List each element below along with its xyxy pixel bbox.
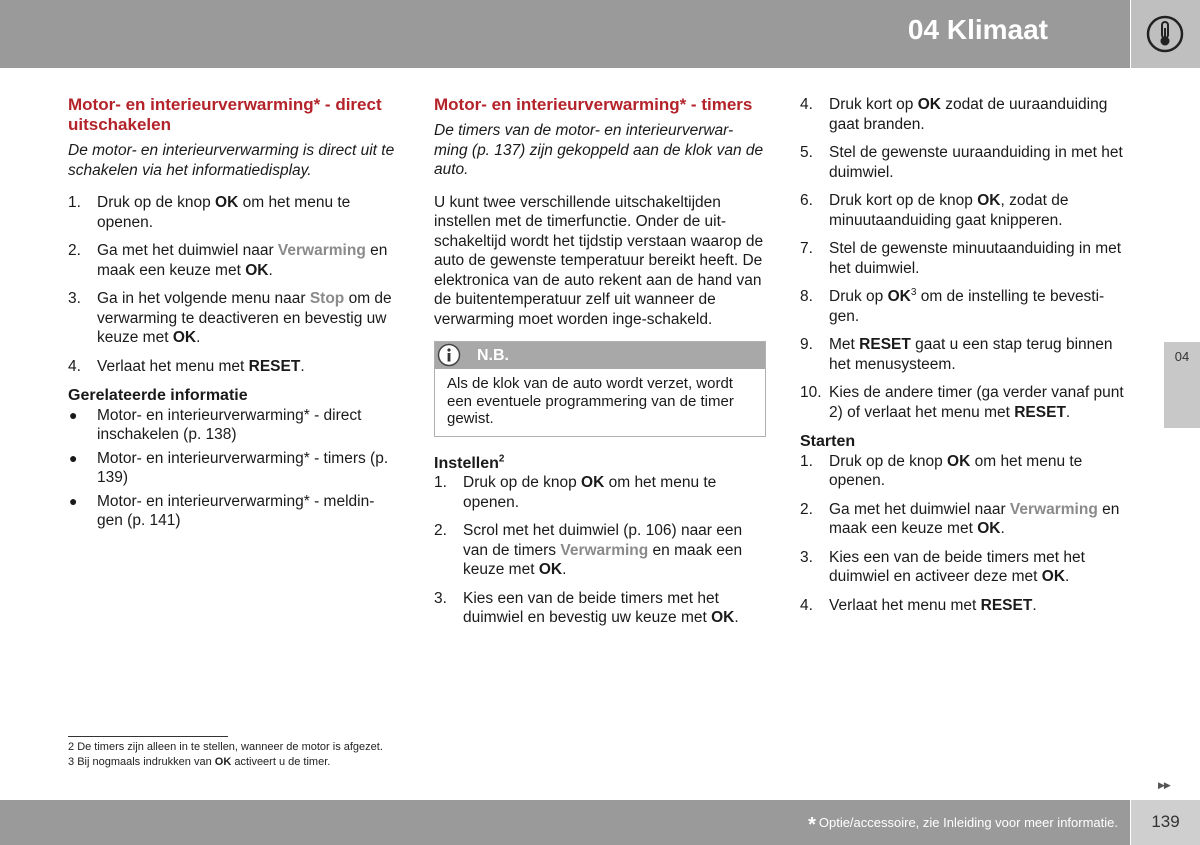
list-item: 5. Stel de gewenste uuraanduiding in met het duimwiel. — [800, 144, 1123, 181]
chapter-title: 04 Klimaat — [907, 14, 1048, 45]
column-timers — [434, 95, 766, 638]
steps-list — [800, 452, 1130, 616]
section-lead: De motor- en interieurverwarming is direct uit te schakelen via het informatiedisplay. — [68, 142, 395, 179]
footer-note: * Optie/accessoire, zie Inleiding voor meer informatie. — [808, 814, 1118, 836]
list-item: 8. Druk op $OK^3$ om de instelling te bevesti-gen. — [800, 286, 1105, 325]
related-link[interactable]: ● Motor- en interieurverwarming* - direct inschakelen (p. 138) — [69, 406, 362, 443]
note-label: N.B. — [477, 347, 509, 364]
related-links-list — [68, 406, 398, 531]
list-item: 4. Verlaat het menu met RESET. — [68, 357, 305, 375]
column-timer-steps — [800, 95, 1130, 625]
column-direct-uitschakelen — [68, 95, 398, 541]
list-item: 10. Kies de andere timer (ga verder vanaf punt 2) of verlaat het menu met RESET. — [800, 384, 1124, 421]
related-link[interactable]: ● Motor- en interieurverwarming* - timers (p. 139) — [69, 449, 389, 486]
chapter-side-tab[interactable] — [1164, 342, 1200, 428]
info-icon — [437, 343, 461, 367]
menu-term: Verwarming — [277, 242, 366, 259]
list-item: 6. Druk kort op de knop OK, zodat de minuutaanduiding gaat knipperen. — [800, 192, 1069, 229]
related-info-title: Gerelateerde informatie — [68, 387, 248, 404]
list-item: 1. Druk op de knop OK om het menu te openen. — [434, 474, 717, 511]
section-title: Motor- en interieurverwarming* - timers — [434, 95, 753, 114]
steps-list — [800, 95, 1130, 422]
footnote-divider — [68, 736, 228, 737]
footnote: 3 Bij nogmaals indrukken van OK activeert u de timer. — [68, 756, 331, 768]
list-item: 1. Druk op de knop OK om het menu te openen. — [800, 452, 1083, 489]
menu-term: Verwarming — [1009, 500, 1098, 518]
list-item: 4. Druk kort op OK zodat de uuraanduiding gaat branden. — [800, 96, 1108, 133]
list-item: 7. Stel de gewenste minuutaanduiding in met het duimwiel. — [800, 240, 1122, 277]
thermometer-icon — [1145, 14, 1185, 54]
page-footer — [0, 800, 1130, 845]
section-lead: De timers van de motor- en interieurverwar-ming (p. 137) zijn gekoppeld aan de klok van de auto. — [434, 122, 764, 178]
menu-term: Stop — [309, 290, 345, 307]
steps-list — [68, 193, 398, 376]
list-item: 3. Kies een van de beide timers met het duimwiel en activeer deze met OK. — [800, 548, 1085, 585]
list-item: 2. Scrol met het duimwiel (p. 106) naar een van de timers Verwarming en maak een keuze met OK. — [434, 522, 743, 578]
list-item: 2. Ga met het duimwiel naar Verwarming en maak een keuze met OK. — [800, 500, 1120, 537]
list-item: 3. Kies een van de beide timers met het duimwiel en bevestig uw keuze met OK. — [434, 589, 739, 626]
chapter-icon-box — [1131, 0, 1200, 68]
page-number: 139 — [1151, 812, 1180, 831]
menu-term: Verwarming — [560, 541, 649, 559]
steps-list — [434, 473, 766, 628]
footnotes — [68, 740, 383, 770]
section-title: Motor- en interieurverwarming* - direct uitschakelen — [68, 95, 382, 134]
footnote: 2 De timers zijn alleen in te stellen, wanneer de motor is afgezet. — [68, 741, 383, 753]
list-item: 3. Ga in het volgende menu naar Stop om de verwarming te deactiveren en bevestig uw keuze met OK. — [68, 290, 392, 346]
chapter-header — [0, 0, 1130, 68]
list-item: 2. Ga met het duimwiel naar Verwarming en maak een keuze met OK. — [68, 242, 388, 279]
continue-arrow-icon: ▶▶ — [1158, 780, 1170, 790]
list-item: 9. Met RESET gaat u een stap terug binnen het menusysteem. — [800, 336, 1113, 373]
list-item: 1. Druk op de knop OK om het menu te openen. — [68, 194, 351, 231]
body-paragraph: U kunt twee verschillende uitschakeltijden instellen met de timerfunctie. Onder de uit-schakeltijd wordt het tijdstip verstaan waarop de auto de gewenste temperatuur bereikt heeft. De elektronica van de auto rekent aan de hand van de buitentemperatuur zelf uit wanneer de verwarming moet worden inge-schakeld. — [434, 193, 764, 328]
instellen-title: Instellen$^2$ — [434, 453, 505, 472]
note-text: Als de klok van de auto wordt verzet, wordt een eventuele programmering van de timer gewist. — [447, 375, 734, 427]
page-number-box — [1131, 800, 1200, 845]
note-box — [434, 341, 766, 437]
related-link[interactable]: ● Motor- en interieurverwarming* - meldin-gen (p. 141) — [69, 492, 375, 529]
list-item: 4. Verlaat het menu met RESET. — [800, 596, 1037, 614]
side-tab-label: 04 — [1174, 349, 1190, 364]
note-header — [435, 342, 765, 369]
starten-title: Starten — [800, 433, 856, 450]
